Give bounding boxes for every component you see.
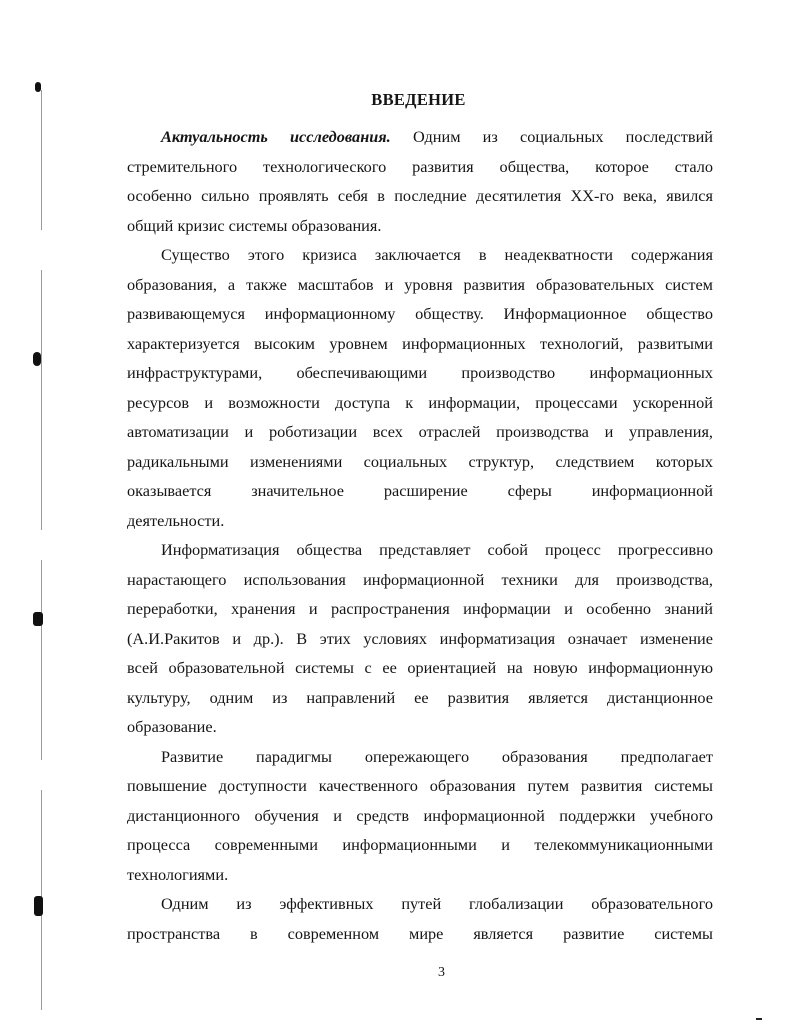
text-line: радикальными изменениями социальных структур, следствием которых: [127, 451, 713, 471]
text-line: процесса современными информационными и телекоммуникационными: [127, 835, 713, 854]
text-line: образование.: [127, 717, 217, 736]
text-line: нарастающего использования информационной техники для производства,: [127, 569, 713, 589]
text-line: автоматизации и роботизации всех отраслей производства и управления,: [127, 422, 713, 441]
text-line: (А.И.Ракитов и др.). В этих условиях информатизация означает изменение: [127, 628, 713, 648]
page-title: ВВЕДЕНИЕ: [371, 90, 466, 109]
text-line: Актуальность исследования. Одним из социальных последствий: [161, 127, 714, 146]
text-line: Информатизация общества представляет собой процесс прогрессивно: [161, 540, 713, 559]
text-line: развивающемуся информационному обществу. Информационное общество: [127, 304, 713, 323]
text-line: Одним из эффективных путей глобализации образовательного: [161, 894, 713, 913]
text-line: всей образовательной системы с ее ориентацией на новую информационную: [127, 658, 713, 677]
page-number: 3: [438, 965, 445, 980]
body-text: [127, 122, 713, 948]
text-line: образования, а также масштабов и уровня развития образовательных систем: [127, 274, 713, 294]
text-line: инфраструктурами, обеспечивающими производство информационных: [127, 363, 713, 382]
text-line: ресурсов и возможности доступа к информации, процессами ускоренной: [127, 392, 713, 412]
text-line: технологиями.: [127, 864, 229, 884]
text-line: общий кризис системы образования.: [127, 215, 382, 235]
text-line: оказывается значительное расширение сферы информационной: [127, 481, 713, 500]
scan-corner-mark: [756, 1018, 762, 1020]
text-line: стремительного технологического развития общества, которое стало: [127, 156, 713, 176]
text-line: Существо этого кризиса заключается в неадекватности содержания: [161, 245, 713, 264]
text-line: дистанционного обучения и средств информационной поддержки учебного: [127, 805, 713, 825]
text-line: особенно сильно проявлять себя в последние десятилетия XX-го века, явился: [127, 186, 713, 205]
text-line: Развитие парадигмы опережающего образования предполагает: [161, 746, 713, 766]
text-line: переработки, хранения и распространения информации и особенно знаний: [127, 599, 713, 618]
text-line: пространства в современном мире является развитие системы: [127, 923, 713, 943]
scan-edge-artifacts: [33, 70, 51, 1020]
text-line: деятельности.: [127, 510, 225, 530]
text-line: культуру, одним из направлений ее развития является дистанционное: [127, 687, 713, 707]
text-line: повышение доступности качественного образования путем развития системы: [127, 776, 713, 795]
intro-heading: Актуальность исследования.: [161, 127, 391, 146]
text-line: характеризуется высоким уровнем информационных технологий, развитыми: [127, 333, 713, 353]
